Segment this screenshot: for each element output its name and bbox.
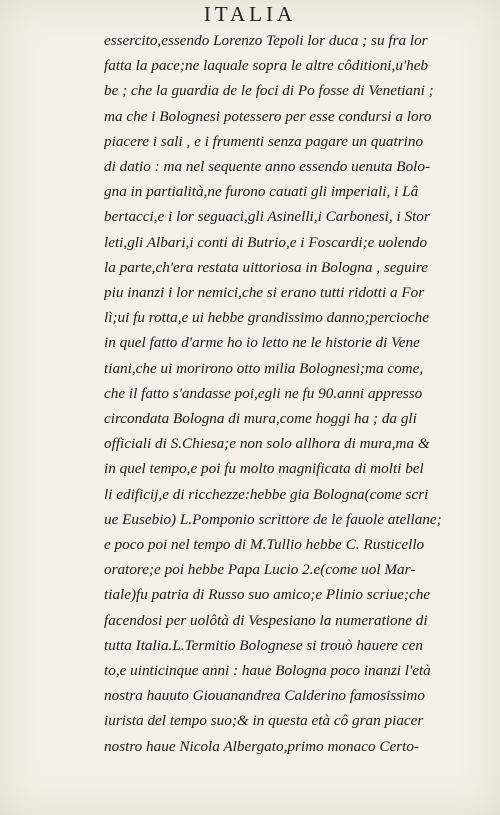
text-line: officiali di S.Chiesa;e non solo allhora di mura,ma & xyxy=(104,435,430,453)
text-line: iurista del tempo suo;& in questa età cô gran piacer xyxy=(104,712,424,730)
text-line: circondata Bologna di mura,come hoggi ha ; da gli xyxy=(104,410,417,428)
text-line: che il fatto s'andasse poi,egli ne fu 90.anni appresso xyxy=(104,384,423,402)
text-line: in quel fatto d'arme ho io letto ne le historie di Vene xyxy=(104,334,420,352)
text-line: e poco poi nel tempo di M.Tullio hebbe C. Rusticello xyxy=(104,536,425,554)
text-line: in quel tempo,e poi fu molto magnificata di molti bel xyxy=(104,460,424,478)
text-line: nostra hauuto Giouanandrea Calderino famosissimo xyxy=(104,687,425,705)
text-line: gna in partialità,ne furono cauati gli imperiali, i Lâ xyxy=(104,183,419,201)
text-line: ma che i Bolognesi potessero per esse condursi a loro xyxy=(104,107,432,125)
text-line: tiale)fu patria di Russo suo amico;e Plinio scriue;che xyxy=(104,586,431,604)
text-line: la parte,ch'era restata uittoriosa in Bologna , seguire xyxy=(104,258,428,276)
text-line: lì;ui fu rotta,e ui hebbe grandissimo danno;percioche xyxy=(104,309,429,327)
text-line: di datio : ma nel sequente anno essendo uenuta Bolo- xyxy=(104,158,431,176)
text-line: fatta la pace;ne laquale sopra le altre côditioni,u'heb xyxy=(104,57,429,75)
text-line: facendosi per uolôtà di Vespesiano la numeratione di xyxy=(104,611,428,629)
text-line: li edificij,e di ricchezze:hebbe gia Bologna(come scri xyxy=(104,485,429,503)
text-line: bertacci,e i lor seguaci,gli Asinelli,i Carbonesi, i Stor xyxy=(104,208,430,226)
text-line: to,e uinticinque anni : haue Bologna poco inanzi l'età xyxy=(104,662,431,680)
text-line: piu inanzi i lor nemici,che si erano tutti ridotti a For xyxy=(104,284,425,302)
running-header: ITALIA xyxy=(203,2,297,26)
text-line: nostro haue Nicola Albergato,primo monaco Certo- xyxy=(104,737,419,755)
text-line: ue Eusebio) L.Pomponio scrittore de le fauole atellane; xyxy=(104,510,442,528)
text-line: tiani,che ui morirono otto milia Bolognesi;ma come, xyxy=(104,359,424,377)
text-line: be ; che la guardia de le foci di Po fosse di Venetiani ; xyxy=(104,82,434,100)
text-line: piacere i sali , e i frumenti senza pagare un quatrino xyxy=(104,132,424,150)
text-line: essercito,essendo Lorenzo Tepoli lor duca ; su fra lor xyxy=(104,32,428,49)
body-text xyxy=(104,28,476,759)
text-line: tutta Italia.L.Termitio Bolognese si trouò hauere cen xyxy=(104,636,423,654)
text-line: oratore;e poi hebbe Papa Lucio 2.e(come uol Mar- xyxy=(104,561,416,579)
text-line: leti,gli Albari,i conti di Butrio,e i Foscardi;e uolendo xyxy=(104,233,428,251)
